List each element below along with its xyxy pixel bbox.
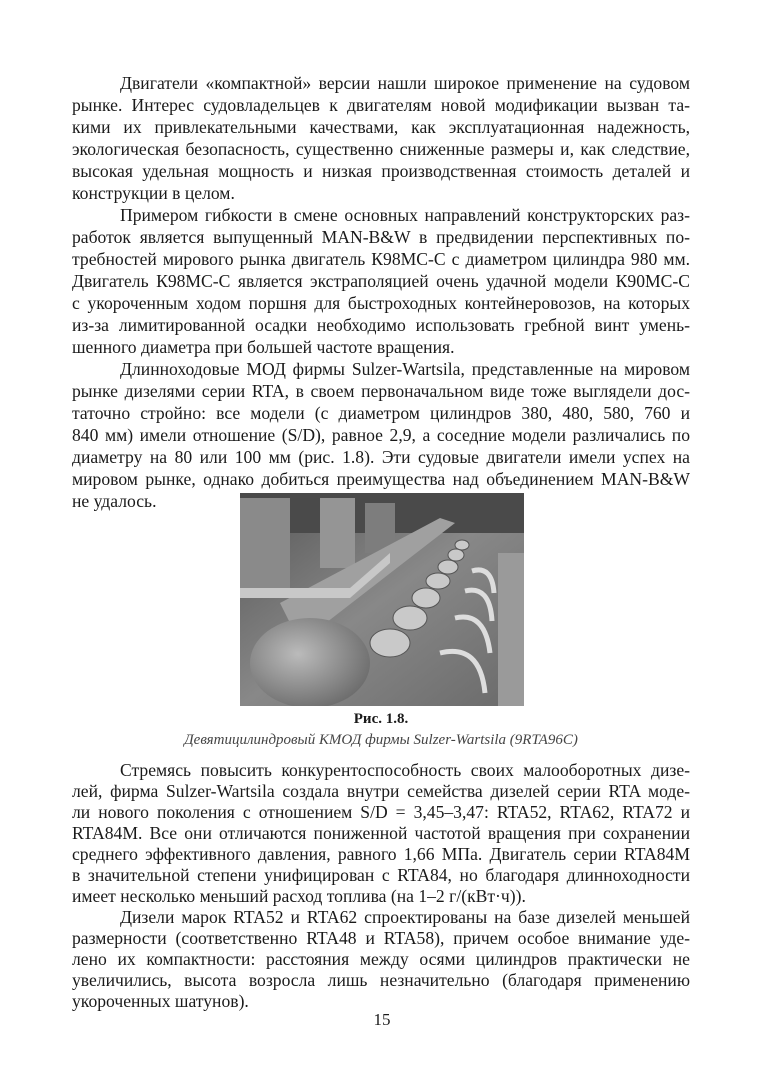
text-line: укороченных шатунов). [72, 991, 249, 1011]
text-line: Дизели марок RTA52 и RTA62 спроектированы на базе дизелей меньшей [120, 907, 690, 927]
figure-number: Рис. 1.8. [353, 711, 409, 727]
text-line: среднего эффективного давления, равного 1,66 МПа. Двигатель серии RTA84M [72, 844, 690, 864]
text-line: мировом рынке, однако добиться преимущества над объединением MAN-B&W [72, 469, 690, 489]
text-line: Длинноходовые МОД фирмы Sulzer-Wartsila, представленные на мировом [120, 359, 690, 379]
text-line: таточно стройно: все модели (с диаметром цилиндров 380, 480, 580, 760 и [72, 403, 690, 423]
text-line: экологическая безопасность, существенно сниженные размеры и, как следствие, [72, 139, 690, 159]
text-line: имеет несколько меньший расход топлива (на 1–2 г/(кВт·ч)). [72, 886, 526, 906]
text-line: из-за лимитированной осадки необходимо использовать гребной винт умень- [72, 315, 690, 335]
text-line: диаметру на 80 или 100 мм (рис. 1.8). Эти судовые двигатели имели успех на [72, 447, 690, 467]
text-line: ли нового поколения с отношением S/D = 3,45–3,47: RTA52, RTA62, RTA72 и [72, 802, 690, 822]
text-line: 840 мм) имели отношение (S/D), равное 2,9, а соседние модели различались по [72, 425, 690, 445]
text-line: конструкции в целом. [72, 183, 235, 203]
page-number: 15 [373, 1010, 391, 1029]
engine-photo [240, 493, 524, 706]
text-line: размерности (соответственно RTA48 и RTA58), причем особое внимание уде- [72, 928, 690, 948]
text-line: рынке. Интерес судовладельцев к двигателям новой модификации вызван та- [72, 95, 690, 115]
text-line: Примером гибкости в смене основных направлений конструкторских раз- [120, 205, 690, 225]
paragraph [72, 358, 690, 512]
engine-room-image [240, 493, 524, 706]
text-line: лено их компактности: расстояния между осями цилиндров практически не [72, 949, 690, 969]
paragraph [72, 204, 690, 358]
paragraph [72, 72, 690, 204]
text-line: в значительной степени унифицирован с RTA84, но благодаря длинноходности [72, 865, 690, 885]
text-line: высокая удельная мощность и низкая производственная стоимость деталей и [72, 161, 690, 181]
text-line: рынке дизелями серии RTA, в своем первоначальном виде тоже выглядели дос- [72, 381, 690, 401]
text-line: шенного диаметра при большей частоте вращения. [72, 337, 455, 357]
text-line: не удалось. [72, 491, 157, 511]
text-line: работок является выпущенный MAN-B&W в предвидении перспективных по- [72, 227, 690, 247]
paragraph [72, 760, 690, 907]
text-line: лей, фирма Sulzer-Wartsila создала внутри семейства дизелей серии RTA моде- [72, 781, 690, 801]
text-line: с укороченным ходом поршня для быстроходных контейнеровозов, на которых [72, 293, 690, 313]
text-line: требностей мирового рынка двигатель К98МС-С с диаметром цилиндра 980 мм. [72, 249, 690, 269]
paragraph [72, 907, 690, 1012]
text-line: кими их привлекательными качествами, как эксплуатационная надежность, [72, 117, 690, 137]
text-line: увеличились, высота возросла лишь незначительно (благодаря применению [72, 970, 690, 990]
text-line: RTA84M. Все они отличаются пониженной частотой вращения при сохранении [72, 823, 690, 843]
text-line: Двигатель К98МС-С является экстраполяцией очень удачной модели К90МС-С [72, 271, 690, 291]
figure-caption: Девятицилиндровый КМОД фирмы Sulzer-Wartsila (9RTA96C) [184, 732, 578, 748]
text-block-bottom [72, 760, 690, 1012]
text-line: Стремясь повысить конкурентоспособность своих малооборотных дизе- [120, 760, 690, 780]
text-line: Двигатели «компактной» версии нашли широкое применение на судовом [120, 73, 690, 93]
text-block-top [72, 72, 690, 512]
